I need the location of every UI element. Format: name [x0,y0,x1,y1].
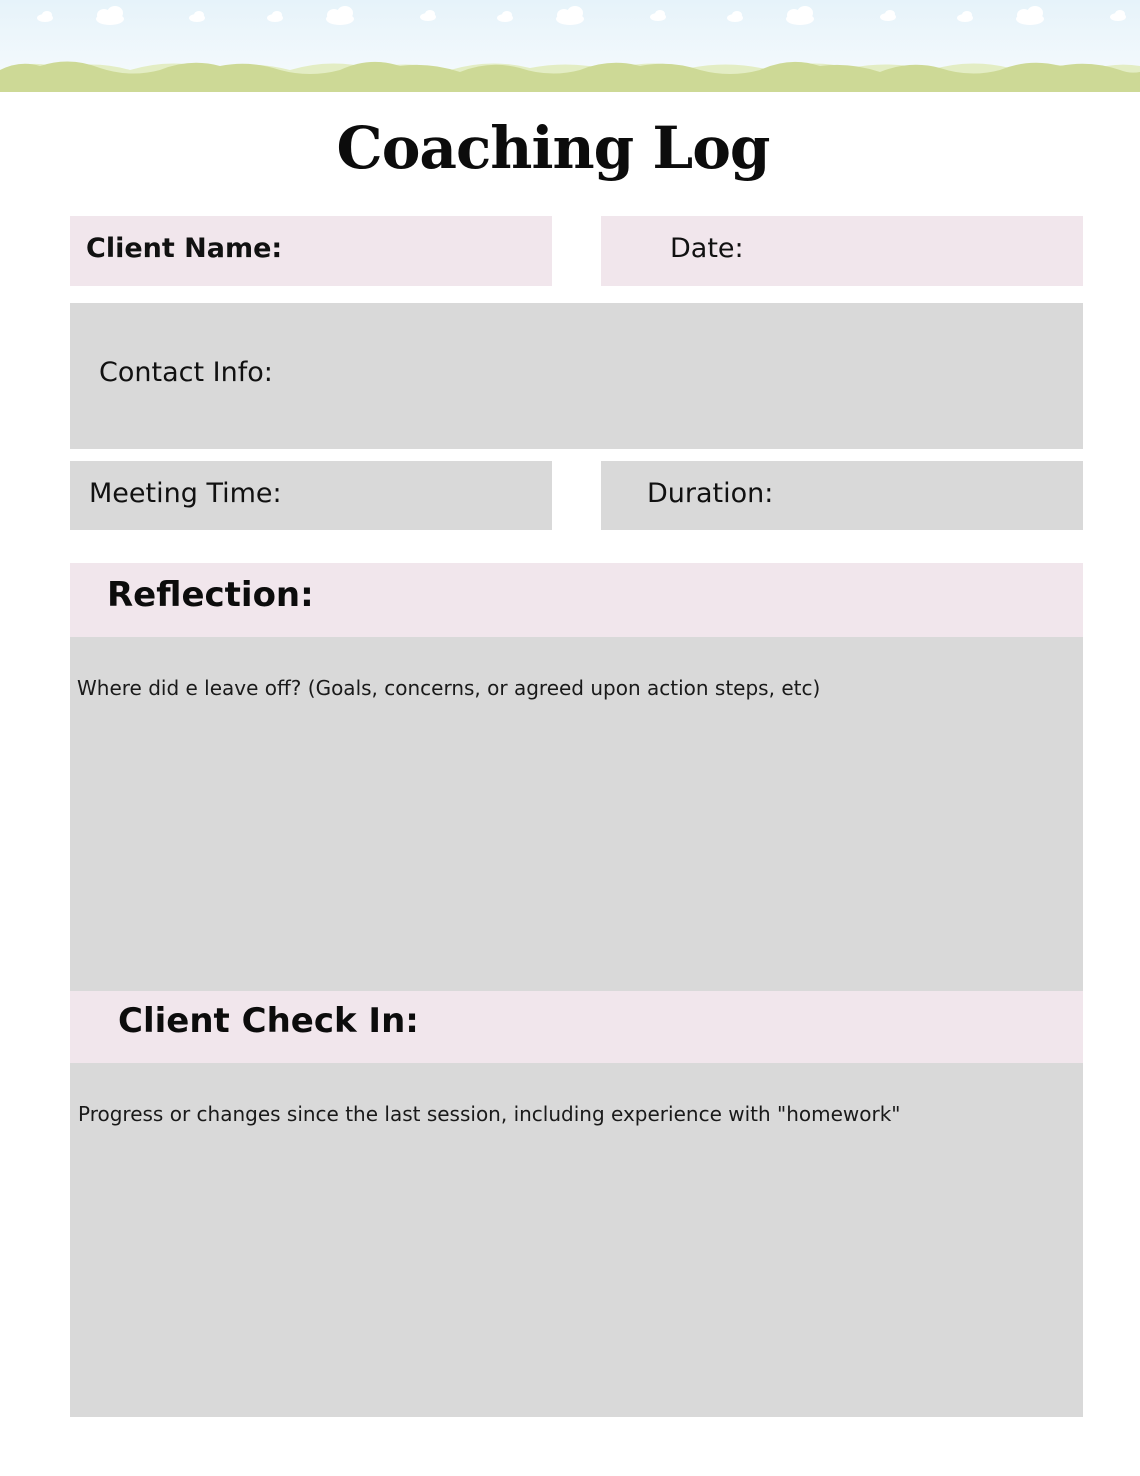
reflection-heading: Reflection: [107,575,314,615]
client-name-label: Client Name: [86,233,283,264]
client-check-in-textarea[interactable] [70,1063,1083,1417]
contact-info-field[interactable] [70,303,1083,449]
page-title: Coaching Log [336,114,770,182]
client-check-in-prompt: Progress or changes since the last session, including experience with "homework" [78,1102,901,1126]
client-check-in-header [70,991,1083,1063]
client-check-in-heading: Client Check In: [118,1001,419,1041]
meeting-time-label: Meeting Time: [89,478,282,509]
date-field[interactable] [601,216,1083,286]
reflection-textarea[interactable] [70,637,1083,991]
client-name-field[interactable] [70,216,552,286]
sky-hills-illustration [0,0,1140,92]
header-banner [0,0,1140,92]
duration-label: Duration: [647,478,774,509]
reflection-header [70,563,1083,637]
duration-field[interactable] [601,461,1083,530]
reflection-prompt: Where did e leave off? (Goals, concerns, or agreed upon action steps, etc) [77,676,821,700]
meeting-time-field[interactable] [70,461,552,530]
date-label: Date: [670,233,744,264]
contact-info-label: Contact Info: [99,357,273,388]
